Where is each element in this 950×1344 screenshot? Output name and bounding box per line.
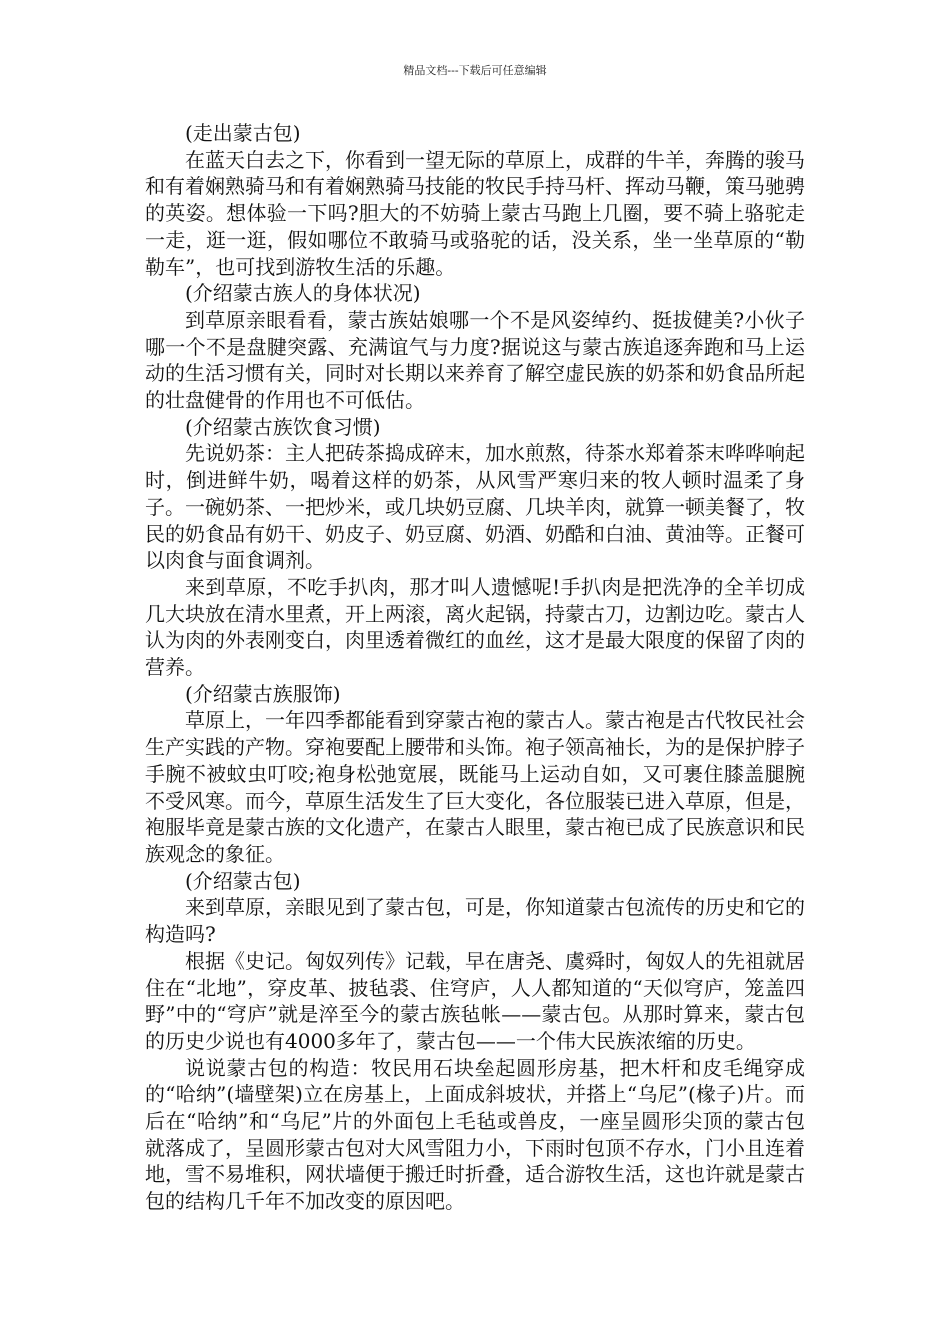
paragraph: 到草原亲眼看看，蒙古族姑娘哪一个不是风姿绰约、挺拔健美?小伙子哪一个不是盘腱突露、充满谊气与力度?据说这与蒙古族追逐奔跑和马上运动的生活习惯有关，同时对长期以来养育了解空虚民族的奶茶和奶食品所起的壮盘健骨的作用也不可低估。 xyxy=(145,307,805,413)
heading-yurt: (介绍蒙古包) xyxy=(185,868,301,893)
heading-physique: (介绍蒙古族人的身体状况) xyxy=(185,281,421,306)
paragraph: 根据《史记。匈奴列传》记载，早在唐尧、虞舜时，匈奴人的先祖就居住在“北地”，穿皮革、披毡裘、住穹庐，人人都知道的“天似穹庐，笼盖四野”中的“穹庐”就是淬至今的蒙古族毡帐——蒙古包。从那时算来，蒙古包的历史少说也有4000多年了，蒙古包——一个伟大民族浓缩的历史。 xyxy=(145,948,805,1053)
heading-clothing: (介绍蒙古族服饰) xyxy=(185,681,341,706)
paragraph: 说说蒙古包的构造：牧民用石块垒起圆形房基，把木杆和皮毛绳穿成的“哈纳”(墙壁架)立在房基上，上面成斜坡状，并搭上“乌尼”(椽子)片。而后在“哈纳”和“乌尼”片的外面包上毛毡或兽皮，一座呈圆形尖顶的蒙古包就落成了，呈圆形蒙古包对大风雪阻力小，下雨时包顶不存水，门小且连着地，雪不易堆积，网状墙便于搬迁时折叠，适合游牧生活，这也许就是蒙古包的结构几千年不加改变的原因吧。 xyxy=(145,1055,805,1214)
paragraph: 来到草原，亲眼见到了蒙古包，可是，你知道蒙古包流传的历史和它的构造吗? xyxy=(145,895,805,947)
paragraph: 先说奶茶：主人把砖茶捣成碎末，加水煎熬，待茶水郑着茶末哗哗响起时，倒进鲜牛奶，喝着这样的奶茶，从风雪严寒归来的牧人顿时温柔了身子。一碗奶茶、一把炒米，或几块奶豆腐、几块羊肉，就算一顿美餐了，牧民的奶食品有奶干、奶皮子、奶豆腐、奶酒、奶酷和白油、黄油等。正餐可以肉食与面食调剂。 xyxy=(145,441,805,573)
document-body xyxy=(145,120,805,1215)
paragraph: 草原上，一年四季都能看到穿蒙古袍的蒙古人。蒙古袍是古代牧民社会生产实践的产物。穿袍要配上腰带和头饰。袍子领高袖长，为的是保护脖子手腕不被蚊虫叮咬;袍身松弛宽展，既能马上运动自如，又可裹住膝盖腿腕不受风寒。而今，草原生活发生了巨大变化，各位服装已进入草原，但是，袍服毕竟是蒙古族的文化遗产，在蒙古人眼里，蒙古袍已成了民族意识和民族观念的象征。 xyxy=(145,708,805,866)
paragraph: 来到草原，不吃手扒肉，那才叫人遗憾呢!手扒肉是把洗净的全羊切成几大块放在清水里煮，开上两滚，离火起锅，持蒙古刀，边割边吃。蒙古人认为肉的外表刚变白，肉里透着微红的血丝，这才是最大限度的保留了肉的营养。 xyxy=(145,574,805,680)
page-header: 精品文档---下载后可任意编辑 xyxy=(403,64,547,77)
heading-diet: (介绍蒙古族饮食习惯) xyxy=(185,414,381,439)
heading-leave-yurt: (走出蒙古包) xyxy=(185,121,301,145)
paragraph: 在蓝天白去之下，你看到一望无际的草原上，成群的牛羊，奔腾的骏马和有着娴熟骑马和有着娴熟骑马技能的牧民手持马杆、挥动马鞭，策马驰骋的英姿。想体验一下吗?胆大的不妨骑上蒙古马跑上几圈，要不骑上骆驼走一走，逛一逛，假如哪位不敢骑马或骆驼的话，没关系，坐一坐草原的“勒勒车”，也可找到游牧生活的乐趣。 xyxy=(145,147,805,279)
